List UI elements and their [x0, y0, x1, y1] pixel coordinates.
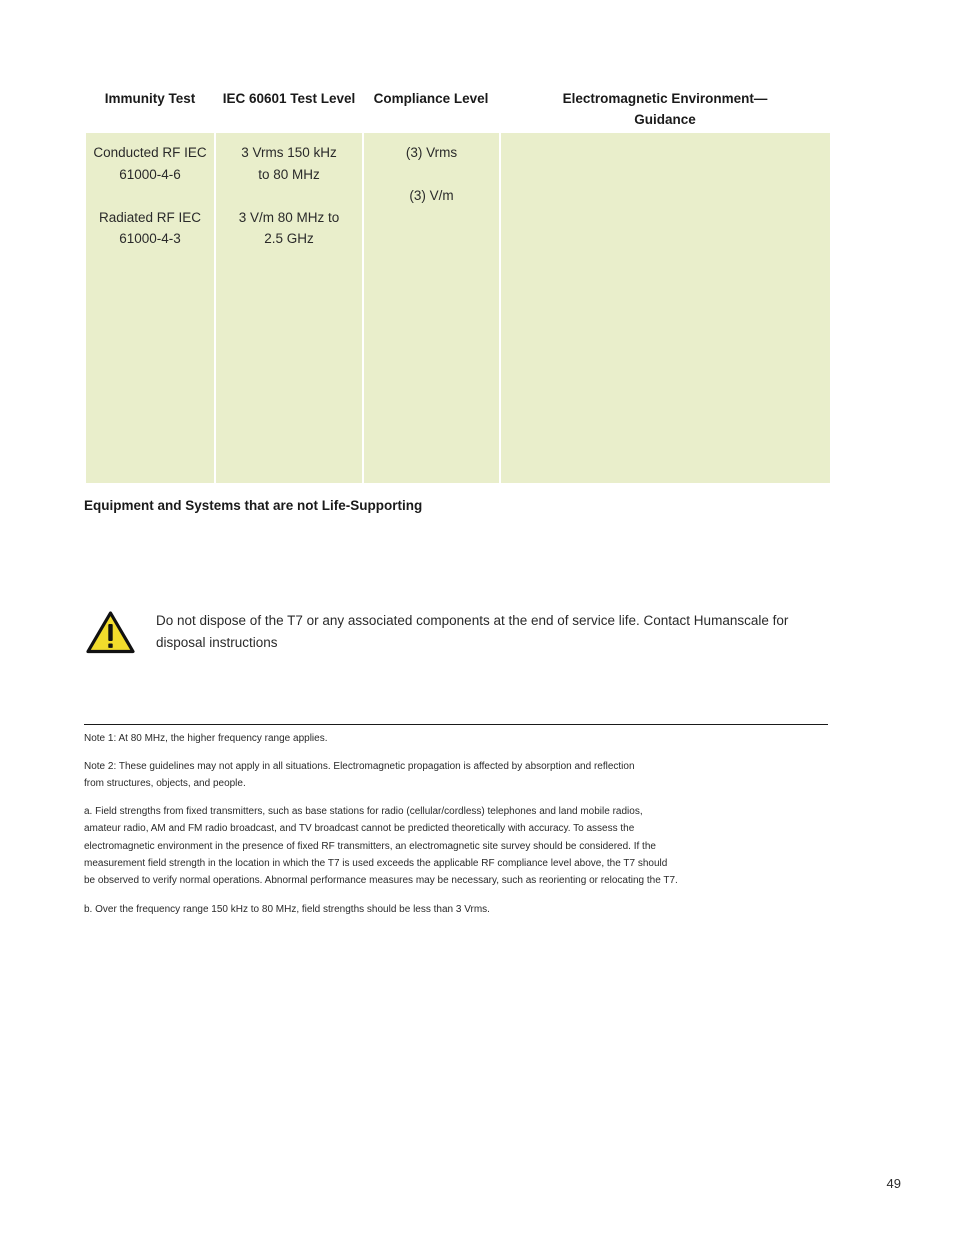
warning-text: Do not dispose of the T7 or any associated components at the end of service life. Contact Humanscale for disposal instructions [156, 613, 789, 650]
cell-text-line: 3 Vrms 150 kHz [241, 145, 337, 160]
section-subheading: Equipment and Systems that are not Life-Supporting [84, 498, 423, 513]
cell-compliance-level [364, 133, 499, 483]
cell-text-line: to 80 MHz [258, 166, 320, 182]
header-em-guidance: Electromagnetic Environment—Guidance [562, 91, 768, 127]
cell-text-line: (3) Vrms [405, 145, 458, 160]
cell-em-guidance [501, 133, 830, 483]
cell-immunity-test [86, 133, 214, 483]
header-compliance-level: Compliance Level [373, 91, 489, 106]
cell-iec-test-level [216, 133, 362, 483]
cell-text-line: 61000-4-6 [119, 166, 181, 182]
page-number: 49 [886, 1176, 901, 1191]
cell-text-line: 61000-4-3 [119, 231, 181, 246]
note-2: Note 2: These guidelines may not apply in all situations. Electromagnetic propagation is affected by absorption and reflection from structures, objects, and people. [84, 761, 635, 790]
cell-text-line: 3 V/m 80 MHz to [238, 209, 340, 225]
header-iec-test-level: IEC 60601 Test Level [222, 91, 356, 106]
note-b: b. Over the frequency range 150 kHz to 80 MHz, field strengths should be less than 3 Vrms. [84, 904, 490, 915]
note-1: Note 1: At 80 MHz, the higher frequency range applies. [84, 733, 328, 744]
warning-triangle-icon [86, 611, 135, 654]
cell-text-line: 2.5 GHz [264, 231, 314, 246]
cell-text-line: Radiated RF IEC [98, 209, 202, 225]
header-immunity-test: Immunity Test [104, 91, 196, 106]
footnote-divider [84, 724, 828, 725]
note-a: a. Field strengths from fixed transmitters, such as base stations for radio (cellular/cordless) telephones and land mobile radios, amateur radio, AM and FM radio broadcast, and TV broadcast cannot be predicted theoretically with accuracy. To assess the electromagnetic environment in the presence of fixed RF transmitters, an electromagnetic site survey should be considered. If the measurement field strength in the location in which the T7 is used exceeds the applicable RF compliance level above, the T7 should be observed to verify normal operations. Abnormal performance measures may be necessary, such as reorienting or relocating the T7. [84, 806, 678, 887]
cell-text-line: (3) V/m [409, 188, 454, 203]
cell-text-line: Conducted RF IEC [93, 145, 207, 160]
